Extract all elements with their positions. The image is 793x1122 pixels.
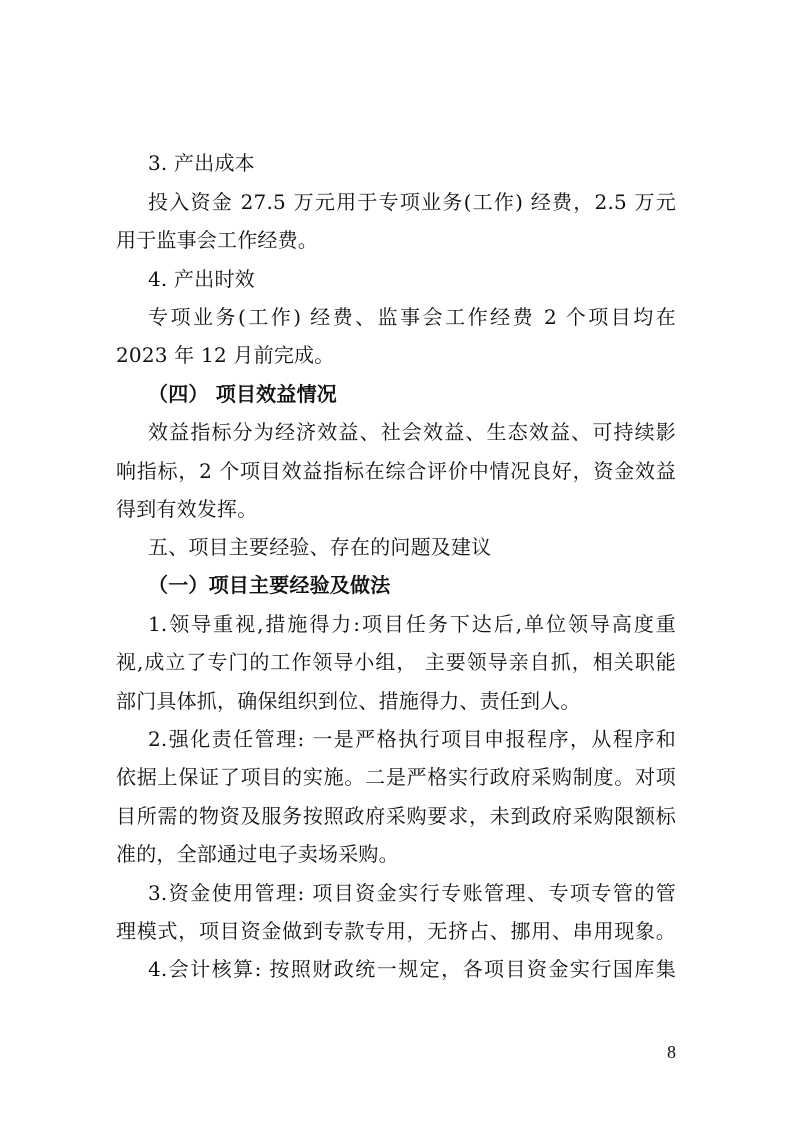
- paragraph-line: 响指标，2 个项目效益指标在综合评价中情况良好，资金效益: [116, 459, 676, 483]
- paragraph-line: 目所需的物资及服务按照政府采购要求，未到政府采购限额标: [116, 804, 676, 828]
- paragraph-line: 依据上保证了项目的实施。二是严格实行政府采购制度。对项: [116, 765, 676, 789]
- subsection-heading-output-cost: 3. 产出成本: [148, 151, 255, 175]
- paragraph-line: 得到有效发挥。: [116, 497, 258, 521]
- section-heading-experience: （一）项目主要经验及做法: [148, 573, 391, 597]
- section-heading-benefits: （四） 项目效益情况: [148, 382, 337, 406]
- paragraph-line: 效益指标分为经济效益、社会效益、生态效益、可持续影: [148, 420, 676, 444]
- paragraph-line: 3.资金使用管理: 项目资金实行专账管理、专项专管的管: [148, 881, 676, 905]
- paragraph-line: 投入资金 27.5 万元用于专项业务(工作) 经费，2.5 万元: [148, 190, 676, 214]
- paragraph-line: 专项业务(工作) 经费、监事会工作经费 2 个项目均在: [148, 305, 676, 329]
- chapter-heading: 五、项目主要经验、存在的问题及建议: [148, 535, 492, 559]
- paragraph-line: 用于监事会工作经费。: [116, 228, 318, 252]
- paragraph-line: 理模式，项目资金做到专款专用，无挤占、挪用、串用现象。: [116, 919, 676, 943]
- paragraph-line: 4.会计核算: 按照财政统一规定，各项目资金实行国库集: [148, 957, 676, 981]
- paragraph-line: 1.领导重视,措施得力:项目任务下达后,单位领导高度重: [148, 612, 676, 636]
- paragraph-line: 视,成立了专门的工作领导小组， 主要领导亲自抓，相关职能: [116, 650, 676, 674]
- paragraph-line: 部门具体抓，确保组织到位、措施得力、责任到人。: [116, 689, 581, 713]
- paragraph-line: 准的，全部通过电子卖场采购。: [116, 842, 399, 866]
- paragraph-line: 2.强化责任管理: 一是严格执行项目申报程序，从程序和: [148, 727, 676, 751]
- paragraph-line: 2023 年 12 月前完成。: [116, 343, 335, 367]
- subsection-heading-output-timeliness: 4. 产出时效: [148, 267, 255, 291]
- page-number: 8: [667, 1042, 676, 1062]
